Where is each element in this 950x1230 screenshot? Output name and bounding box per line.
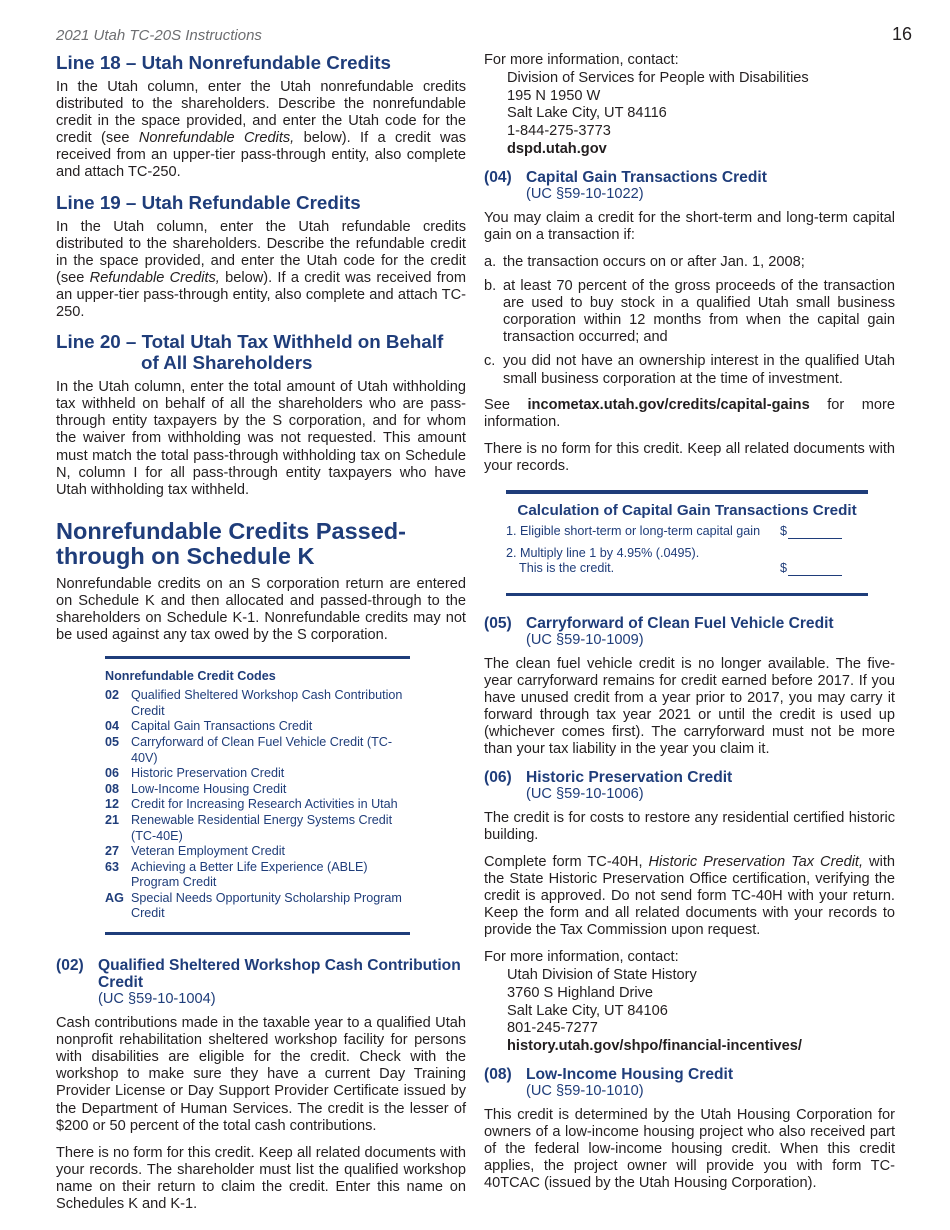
credit-02-text-2: There is no form for this credit. Keep all related documents with your records. The shareholder must list the qualified workshop name on their return to claim the credit. Enter this name on Schedules K and K-1. <box>56 1144 466 1212</box>
line19-heading: Line 19 – Utah Refundable Credits <box>56 191 361 213</box>
credit-04-text: You may claim a credit for the short-term and long-term capital gain on a transaction if: <box>484 209 895 243</box>
nonrefundable-credits-text: Nonrefundable credits on an S corporation return are entered on Schedule K and then allocated and passed-through to the shareholders on Schedule K-1. Nonrefundable credits may not be used against any tax owed by the S corporation. <box>56 575 466 644</box>
line18-heading: Line 18 – Utah Nonrefundable Credits <box>56 52 391 73</box>
credit-code-row: 12 Credit for Increasing Research Activities in Utah <box>105 797 398 812</box>
credit-04-conditions <box>484 254 895 388</box>
credit-code-row: 04 Capital Gain Transactions Credit <box>105 719 313 734</box>
capital-gain-calculation-box <box>506 490 868 596</box>
calculation-line-1: 1. Eligible short-term or long-term capital gain $ <box>506 524 868 539</box>
right-column <box>484 52 895 1202</box>
credit-08-heading: (08) Low-Income Housing Credit (UC §59-10-1010) <box>484 1066 734 1099</box>
document-title: 2021 Utah TC-20S Instructions <box>56 27 262 44</box>
credit-04-no-form: There is no form for this credit. Keep all related documents with your records. <box>484 440 895 474</box>
line20-heading: Line 20 – Total Utah Tax Withheld on Behalf of All Shareholders <box>56 331 444 374</box>
list-item: b. at least 70 percent of the gross proceeds of the transaction are used to buy stock in a qualified Utah small business corporation within 12 months from when the capital gain transaction occurred; and <box>484 278 895 346</box>
line20-text: In the Utah column, enter the total amount of Utah withholding tax withheld on behalf of all the shareholders who are pass-through entity taxpayers by the S corporation, and for whom the waiver from withholding was not requested. This amount must match the total pass-through withholding tax on Schedule N, column I for all pass-through entity taxpayers who have Utah withholding tax withheld. <box>56 379 466 498</box>
list-item: c. you did not have an ownership interest in the qualified Utah small business corporation at the time of investment. <box>484 353 895 387</box>
credit-05-text: The clean fuel vehicle credit is no longer available. The five-year carryforward remains for credit earned before 2017. If you have unused credit from a year prior to 2017, you may carry it forward through tax year 2021 or until the credit is used up (whichever comes first). The carryforward must not be more than your tax liability in the year you claim it. <box>484 656 895 758</box>
left-column <box>56 52 466 1223</box>
credit-code-row: 21 Renewable Residential Energy Systems Credit (TC-40E) <box>105 812 393 843</box>
credit-04-see-more: See incometax.utah.gov/credits/capital-gains for more information. <box>484 396 896 430</box>
calculation-line-2: 2. Multiply line 1 by 4.95% (.0495). This is the credit. $ <box>506 546 868 576</box>
credit-code-row: 08 Low-Income Housing Credit <box>105 781 287 796</box>
credit-code-row: 06 Historic Preservation Credit <box>105 766 285 781</box>
credit-06-text-2: Complete form TC-40H, Historic Preservation Tax Credit, with the State Historic Preservation Office certification, verifying the credit is approved. Do not send form TC-40H with your return. Keep the form and all related documents with your records to provide the Tax Commission upon request. <box>484 853 895 939</box>
credit-02-heading: (02) Qualified Sheltered Workshop Cash Contribution Credit (UC §59-10-1004) <box>56 957 461 1008</box>
contact-state-history: For more information, contact: Utah Division of State History 3760 S Highland Drive Salt Lake City, UT 84106 801-245-7277 history.utah.gov/shpo/financial-incentives/ <box>484 949 895 1056</box>
page-number: 16 <box>891 24 912 44</box>
credit-02-text: Cash contributions made in the taxable year to a qualified Utah nonprofit rehabilitation sheltered workshop facility for persons with disabilities are eligible for the credit. Check with the workshop to make sure they have a current Day Training Provider License or Day Support Provider Certificate issued by the Department of Human Services. The credit is the lesser of $200 or 50 percent of the total cash contributions. <box>56 1015 466 1134</box>
credit-08-text: This credit is determined by the Utah Housing Corporation for owners of a low-income housing project who also received part of the federal low-income housing credit. When this credit applies, the project owner will provide you with form TC-40TCAC (issued by the Utah Housing Corporation). <box>484 1107 895 1192</box>
credit-amount-field[interactable] <box>788 563 842 576</box>
nonrefundable-credits-heading: Nonrefundable Credits Passed-through on Schedule K <box>56 517 406 569</box>
line19-text: In the Utah column, enter the Utah refundable credits distributed to the shareholders. Describe the refundable credit in the space provided, and enter the Utah code for the credit (see Refundable Credits, below). If a credit was received from an upper-tier pass-through entity, also complete and attach TC-250. <box>56 218 466 321</box>
capital-gain-amount-field[interactable] <box>788 526 842 539</box>
credit-06-text: The credit is for costs to restore any residential certified historic building. <box>484 809 895 843</box>
credit-codes-box <box>105 656 410 935</box>
credit-04-heading: (04) Capital Gain Transactions Credit (UC §59-10-1022) <box>484 168 767 202</box>
state-history-link[interactable]: history.utah.gov/shpo/financial-incentives/ <box>507 1038 802 1055</box>
credit-code-row: AG Special Needs Opportunity Scholarship Program Credit <box>105 890 402 921</box>
capital-gains-link[interactable]: incometax.utah.gov/credits/capital-gains <box>527 396 810 413</box>
credit-code-row: 02 Qualified Sheltered Workshop Cash Contribution Credit <box>105 688 403 718</box>
credit-codes-title: Nonrefundable Credit Codes <box>105 669 276 684</box>
credit-code-row: 63 Achieving a Better Life Experience (ABLE) Program Credit <box>105 859 368 890</box>
credit-code-row: 27 Veteran Employment Credit <box>105 844 285 859</box>
contact-dspd: For more information, contact: Division of Services for People with Disabilities 195 N 1950 W Salt Lake City, UT 84116 1-844-275-3773 dspd.utah.gov <box>484 52 895 159</box>
credit-06-heading: (06) Historic Preservation Credit (UC §59-10-1006) <box>484 768 733 802</box>
dspd-link[interactable]: dspd.utah.gov <box>507 140 607 157</box>
line18-text: In the Utah column, enter the Utah nonrefundable credits distributed to the shareholders. Describe the nonrefundable credit in the space provided, and enter the Utah code for the credit (see Nonrefundable Credits, below). If a credit was received from an upper-tier pass-through entity, also complete and attach TC-250. <box>56 79 467 181</box>
calculation-title: Calculation of Capital Gain Transactions Credit <box>517 502 857 519</box>
credit-05-heading: (05) Carryforward of Clean Fuel Vehicle Credit (UC §59-10-1009) <box>484 615 834 648</box>
list-item: a. the transaction occurs on or after Jan. 1, 2008; <box>484 253 805 270</box>
credit-code-row: 05 Carryforward of Clean Fuel Vehicle Credit (TC-40V) <box>105 734 393 765</box>
